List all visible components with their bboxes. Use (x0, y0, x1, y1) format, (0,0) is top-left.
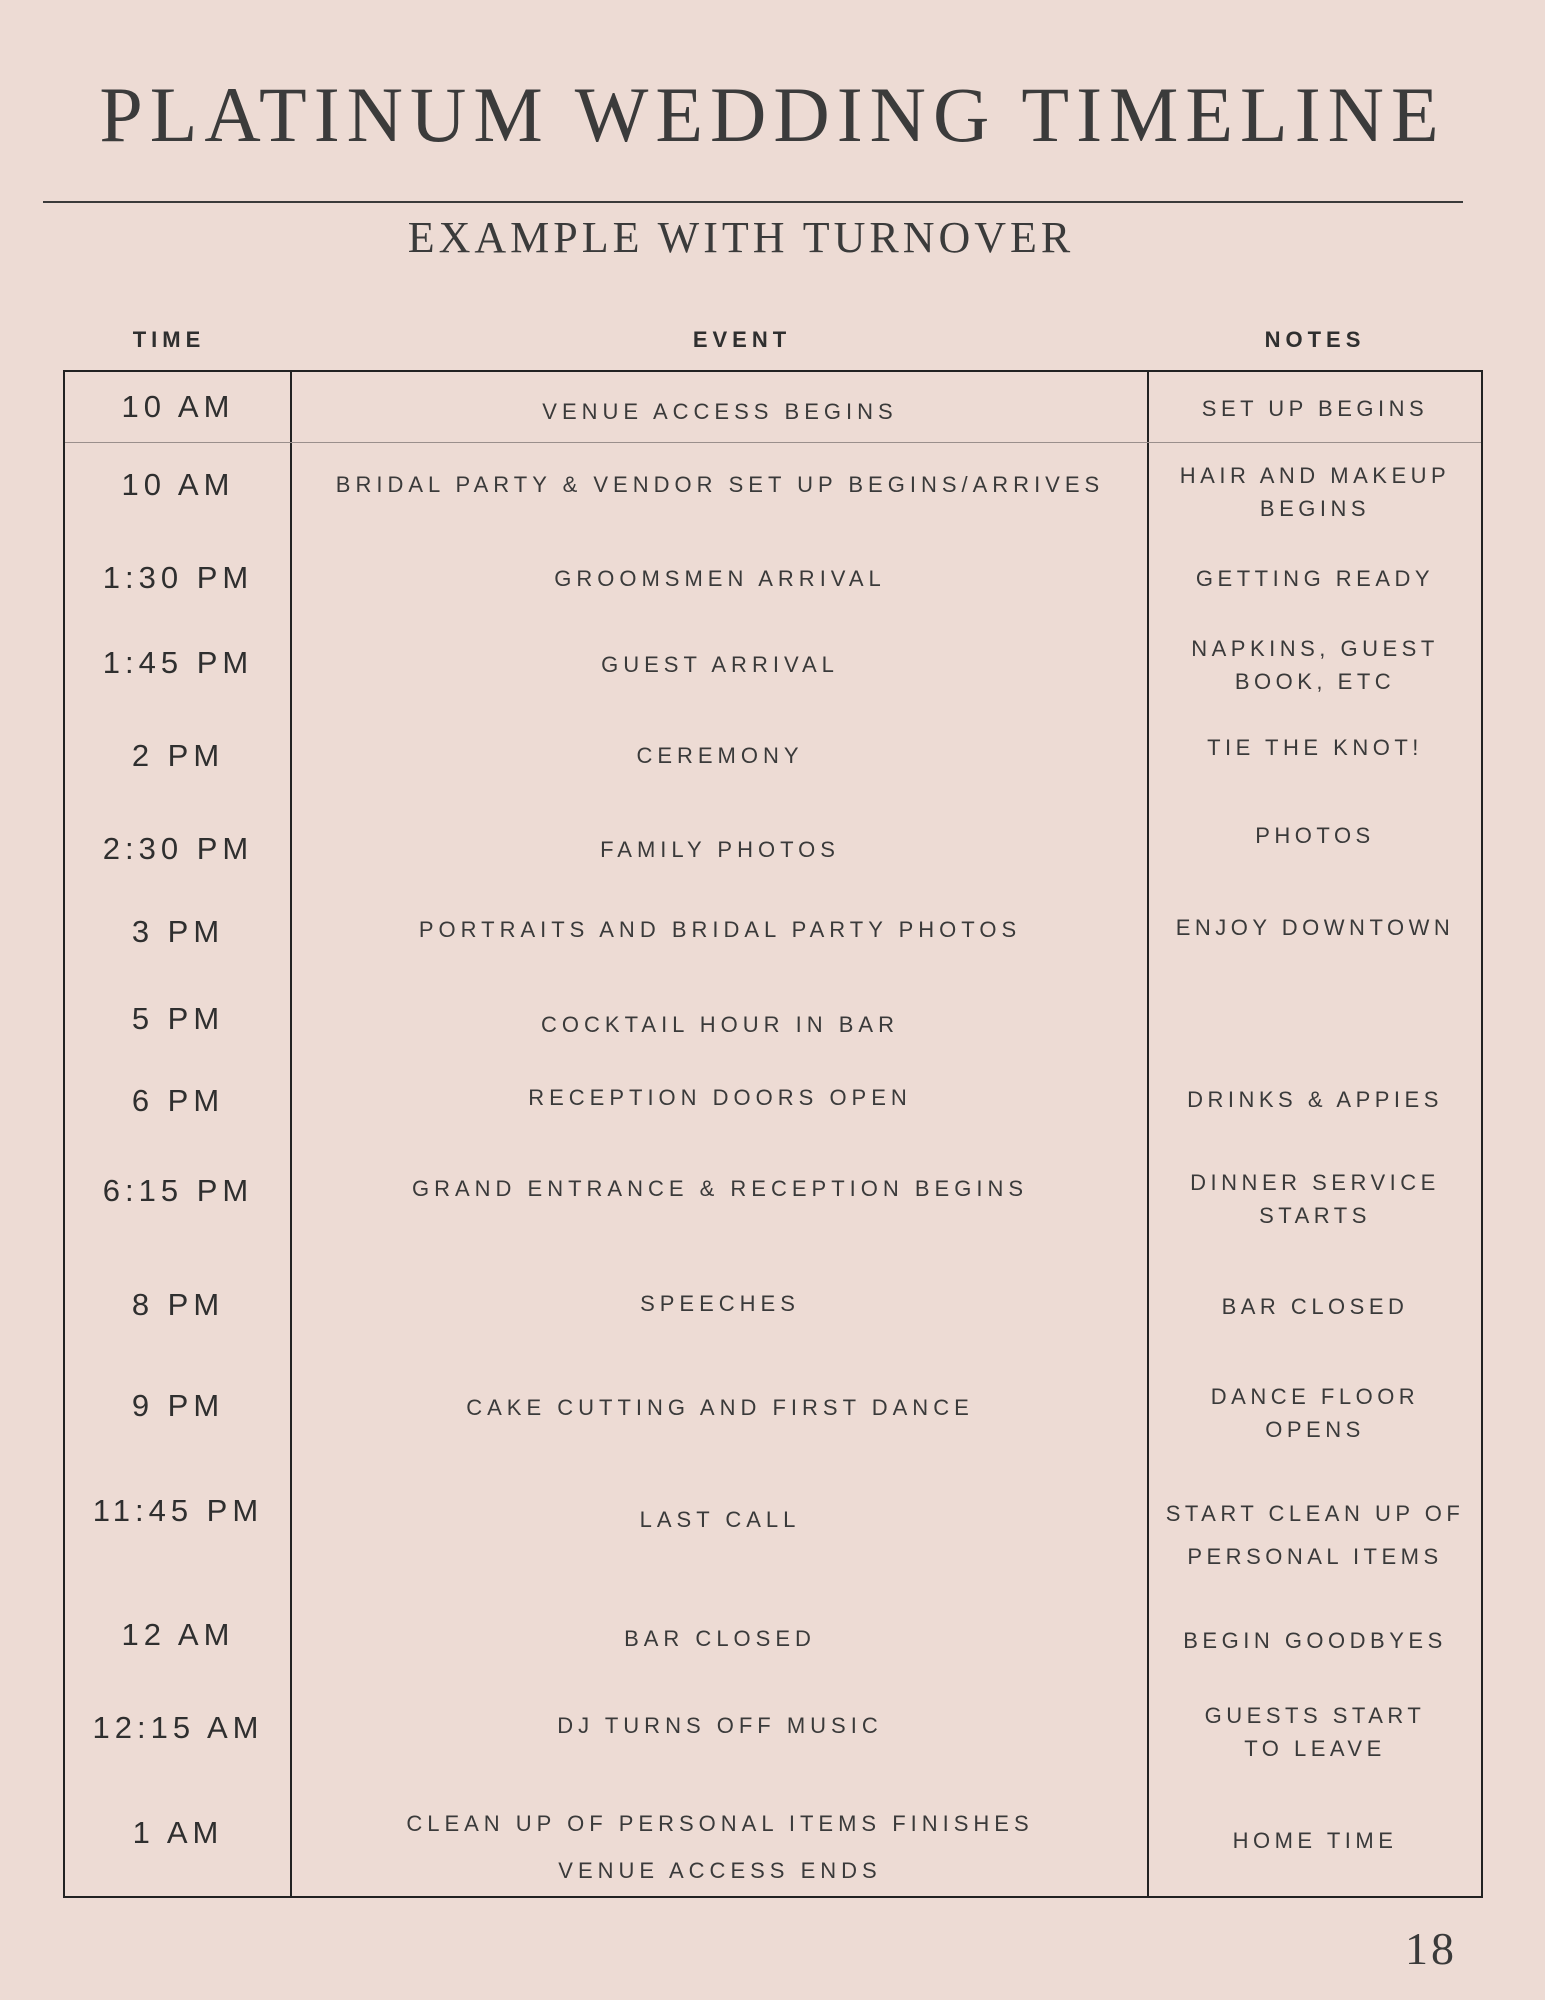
row-time: 11:45 PM (92, 1493, 264, 1528)
title-divider (43, 201, 1463, 203)
row-time: 2 PM (131, 738, 225, 773)
row-event: BRIDAL PARTY & VENDOR SET UP BEGINS/ARRIVES (335, 472, 1105, 497)
row-note: PERSONAL ITEMS (1187, 1544, 1443, 1569)
row-note: DINNER SERVICE (1190, 1170, 1440, 1195)
row-time: 2:30 PM (102, 831, 254, 866)
row-event: GRAND ENTRANCE & RECEPTION BEGINS (411, 1176, 1029, 1201)
column-divider (290, 370, 292, 1898)
row-event: GROOMSMEN ARRIVAL (554, 566, 886, 591)
row-time: 10 AM (121, 389, 235, 424)
row-divider (65, 442, 1481, 443)
row-event: BAR CLOSED (624, 1626, 816, 1651)
row-time: 6:15 PM (102, 1173, 254, 1208)
row-note: ENJOY DOWNTOWN (1175, 915, 1455, 940)
row-event: FAMILY PHOTOS (600, 837, 840, 862)
row-event: CEREMONY (636, 743, 804, 768)
row-time: 10 AM (121, 467, 235, 502)
column-header-notes: NOTES (1264, 327, 1366, 352)
page-subtitle: EXAMPLE WITH TURNOVER (407, 213, 1075, 262)
row-time: 1:30 PM (102, 560, 254, 595)
row-note: PHOTOS (1255, 823, 1375, 848)
row-time: 1 AM (132, 1815, 224, 1850)
row-event: VENUE ACCESS BEGINS (542, 399, 898, 424)
row-note: STARTS (1259, 1203, 1371, 1228)
row-event: GUEST ARRIVAL (601, 652, 839, 677)
row-note: HOME TIME (1232, 1828, 1398, 1853)
row-note: NAPKINS, GUEST (1191, 636, 1439, 661)
row-note: GUESTS START (1204, 1703, 1426, 1728)
row-event: VENUE ACCESS ENDS (558, 1858, 882, 1883)
row-event: COCKTAIL HOUR IN BAR (541, 1012, 899, 1037)
row-note: BEGIN GOODBYES (1183, 1628, 1447, 1653)
row-event: CAKE CUTTING AND FIRST DANCE (466, 1395, 974, 1420)
row-time: 5 PM (131, 1001, 225, 1036)
row-time: 9 PM (131, 1388, 225, 1423)
row-event: SPEECHES (640, 1291, 800, 1316)
row-time: 6 PM (131, 1083, 225, 1118)
row-note: TIE THE KNOT! (1207, 735, 1423, 760)
row-event: PORTRAITS AND BRIDAL PARTY PHOTOS (418, 917, 1022, 942)
row-note: BEGINS (1259, 496, 1371, 521)
column-header-event: EVENT (692, 327, 792, 352)
page-number: 18 (1405, 1923, 1457, 1974)
row-event: LAST CALL (639, 1507, 801, 1532)
row-note: BOOK, ETC (1234, 669, 1396, 694)
column-header-time: TIME (132, 327, 206, 352)
row-note: DANCE FLOOR (1210, 1384, 1420, 1409)
row-note: SET UP BEGINS (1201, 396, 1429, 421)
row-note: DRINKS & APPIES (1187, 1087, 1443, 1112)
row-note: GETTING READY (1195, 566, 1435, 591)
column-divider (1147, 370, 1149, 1898)
timeline-table (63, 370, 1483, 1898)
row-note: BAR CLOSED (1221, 1294, 1409, 1319)
row-note: START CLEAN UP OF (1165, 1501, 1465, 1526)
row-time: 1:45 PM (102, 645, 254, 680)
page-title: PLATINUM WEDDING TIMELINE (99, 71, 1446, 158)
row-time: 3 PM (131, 914, 225, 949)
row-event: DJ TURNS OFF MUSIC (557, 1713, 883, 1738)
row-note: HAIR AND MAKEUP (1179, 463, 1451, 488)
row-time: 12 AM (121, 1617, 235, 1652)
row-time: 12:15 AM (92, 1710, 264, 1745)
row-event: RECEPTION DOORS OPEN (528, 1085, 912, 1110)
row-note: OPENS (1265, 1417, 1365, 1442)
row-time: 8 PM (131, 1287, 225, 1322)
row-note: TO LEAVE (1244, 1736, 1386, 1761)
row-event: CLEAN UP OF PERSONAL ITEMS FINISHES (406, 1811, 1034, 1836)
